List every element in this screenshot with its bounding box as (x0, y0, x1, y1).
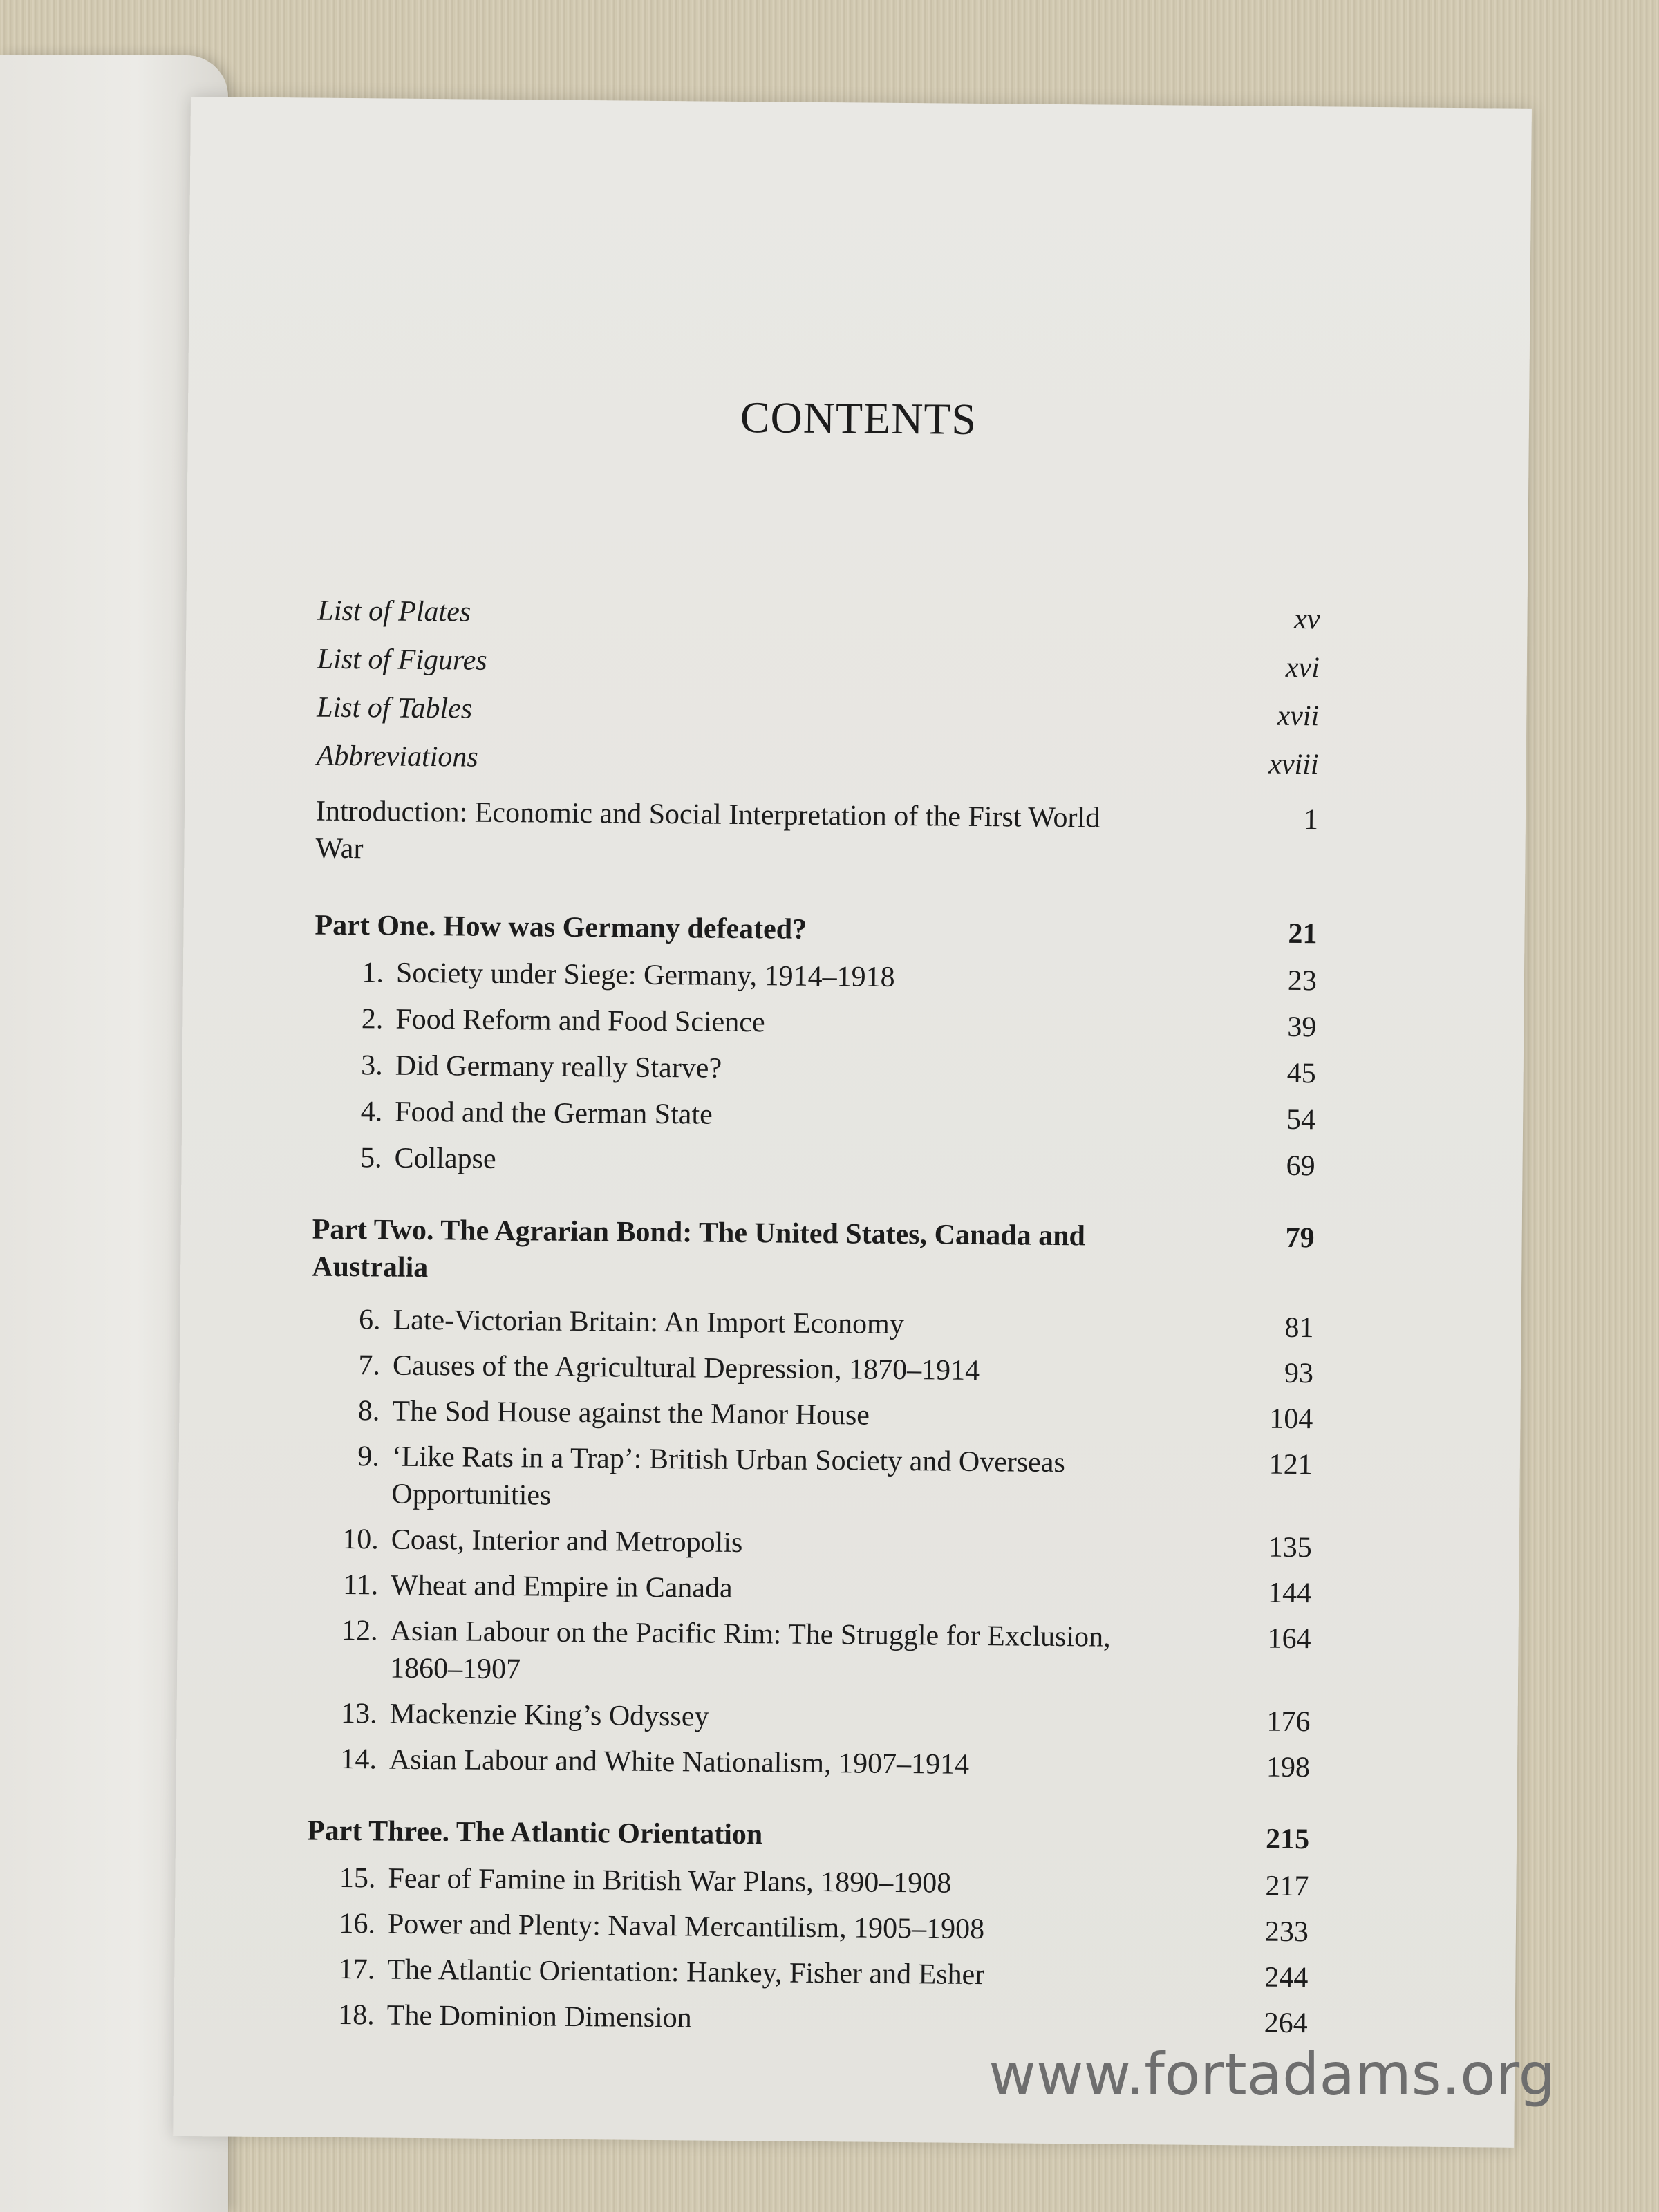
chapter-page: 176 (1266, 1705, 1311, 1738)
chapter-number: 18. (338, 1998, 375, 2032)
chapter-title: Wheat and Empire in Canada (391, 1569, 733, 1604)
chapter-page: 81 (1284, 1311, 1314, 1344)
part-heading (312, 1211, 1315, 1295)
chapter-number: 10. (342, 1523, 379, 1556)
chapter-page: 198 (1266, 1751, 1311, 1784)
chapter-number: 14. (340, 1743, 377, 1776)
chapter-entry (328, 1047, 1316, 1092)
chapter-entry (322, 1612, 1311, 1695)
chapter-number: 2. (361, 1003, 384, 1035)
chapter-number: 15. (339, 1862, 376, 1895)
chapter-page: 233 (1264, 1915, 1309, 1949)
part-page: 215 (1265, 1823, 1310, 1856)
part-title: Part One. How was Germany defeated? (315, 909, 807, 946)
chapter-title: The Sod House against the Manor House (392, 1395, 870, 1432)
toc-entry (317, 592, 1320, 639)
chapter-page: 69 (1286, 1150, 1315, 1183)
chapter-entry (328, 1000, 1316, 1046)
chapter-entry (319, 1996, 1308, 2042)
chapter-title: Asian Labour and White Nationalism, 1907–1914 (388, 1743, 970, 1781)
chapter-number: 11. (343, 1569, 379, 1602)
chapter-entry (320, 1859, 1309, 1905)
chapter-entry (321, 1741, 1310, 1786)
toc-entry (316, 738, 1318, 784)
chapter-title: Food Reform and Food Science (395, 1003, 765, 1039)
chapter-entry (324, 1521, 1312, 1566)
chapter-page: 244 (1264, 1961, 1309, 1994)
chapter-title: Collapse (394, 1142, 496, 1175)
chapter-number: 4. (360, 1096, 383, 1128)
chapter-entry (325, 1301, 1313, 1347)
chapter-entry (327, 1093, 1315, 1138)
chapter-page: 54 (1286, 1103, 1316, 1136)
toc-entry-introduction (315, 793, 1318, 877)
chapter-number: 17. (338, 1953, 375, 1986)
chapter-title: The Atlantic Orientation: Hankey, Fisher and Esher (387, 1953, 985, 1991)
watermark-text: www.fortadams.org (988, 2041, 1555, 2108)
chapter-number: 5. (359, 1142, 382, 1174)
toc-entry-title: Introduction: Economic and Social Interpretation of the First World War (315, 795, 1100, 865)
chapter-page: 23 (1287, 964, 1318, 997)
chapter-title: Asian Labour on the Pacific Rim: The Struggle for Exclusion, 1860–1907 (389, 1615, 1111, 1686)
chapter-entry (321, 1695, 1310, 1741)
part-title: Part Three. The Atlantic Orientation (306, 1815, 763, 1851)
chapter-title: Coast, Interior and Metropolis (391, 1524, 743, 1559)
chapter-title: Did Germany really Starve? (395, 1049, 722, 1085)
toc-entry-page: xvi (1285, 651, 1320, 684)
chapter-page: 135 (1268, 1531, 1312, 1564)
toc-entry-page: xvii (1277, 700, 1320, 733)
chapter-entry (324, 1392, 1313, 1438)
chapter-number: 8. (357, 1395, 380, 1427)
chapter-title: Late-Victorian Britain: An Import Economy (393, 1304, 905, 1341)
chapter-title: Power and Plenty: Naval Mercantilism, 1905–1908 (387, 1908, 985, 1946)
part-title: Part Two. The Agrarian Bond: The United States, Canada and Australia (312, 1213, 1086, 1284)
chapter-number: 16. (339, 1907, 376, 1940)
chapter-number: 12. (341, 1614, 378, 1647)
toc-entry-title: Abbreviations (316, 740, 478, 774)
chapter-number: 9. (357, 1441, 380, 1473)
chapter-title: Food and the German State (394, 1096, 713, 1131)
chapter-number: 13. (340, 1697, 377, 1730)
part-heading (315, 907, 1317, 953)
chapter-title: ‘Like Rats in a Trap’: British Urban Society and Overseas Opportunities (391, 1441, 1066, 1512)
chapter-title: Causes of the Agricultural Depression, 1870–1914 (392, 1349, 980, 1387)
chapter-title: The Dominion Dimension (386, 1999, 692, 2034)
toc-entry-title: List of Tables (317, 691, 473, 725)
chapter-entry (319, 1951, 1308, 1996)
part-page: 21 (1288, 917, 1318, 950)
chapter-page: 39 (1287, 1011, 1317, 1044)
chapter-page: 217 (1265, 1870, 1309, 1903)
toc-entry-page: xv (1293, 603, 1320, 636)
part-heading (307, 1812, 1309, 1859)
chapter-entry (323, 1566, 1311, 1612)
chapter-number: 3. (361, 1049, 383, 1082)
toc-entry (317, 689, 1319, 735)
chapter-page: 93 (1284, 1357, 1314, 1390)
chapter-entry (325, 1347, 1313, 1392)
toc-entry-page: 1 (1303, 804, 1319, 836)
chapter-title: Fear of Famine in British War Plans, 1890–1908 (388, 1862, 952, 1900)
toc-entry (317, 641, 1320, 687)
chapter-number: 1. (362, 957, 384, 989)
chapter-entry (324, 1438, 1313, 1521)
chapter-page: 144 (1267, 1577, 1312, 1610)
chapter-page: 264 (1264, 2007, 1308, 2040)
chapter-number: 7. (358, 1349, 381, 1382)
chapter-page: 121 (1268, 1448, 1313, 1481)
chapter-entry (328, 954, 1317, 1000)
part-page: 79 (1285, 1221, 1315, 1255)
chapter-page: 164 (1267, 1622, 1311, 1656)
chapter-title: Mackenzie King’s Odyssey (389, 1698, 709, 1733)
toc-entry-title: List of Figures (317, 643, 487, 677)
toc-entry-title: List of Plates (317, 594, 471, 628)
chapter-number: 6. (358, 1304, 381, 1336)
chapter-entry (326, 1139, 1315, 1185)
chapter-title: Society under Siege: Germany, 1914–1918 (395, 957, 895, 993)
toc-entry-page: xviii (1268, 748, 1319, 781)
book-page (173, 97, 1532, 2148)
chapter-entry (320, 1905, 1309, 1951)
chapter-page: 45 (1286, 1057, 1316, 1090)
chapter-page: 104 (1269, 1403, 1313, 1436)
page-title: CONTENTS (740, 392, 977, 444)
